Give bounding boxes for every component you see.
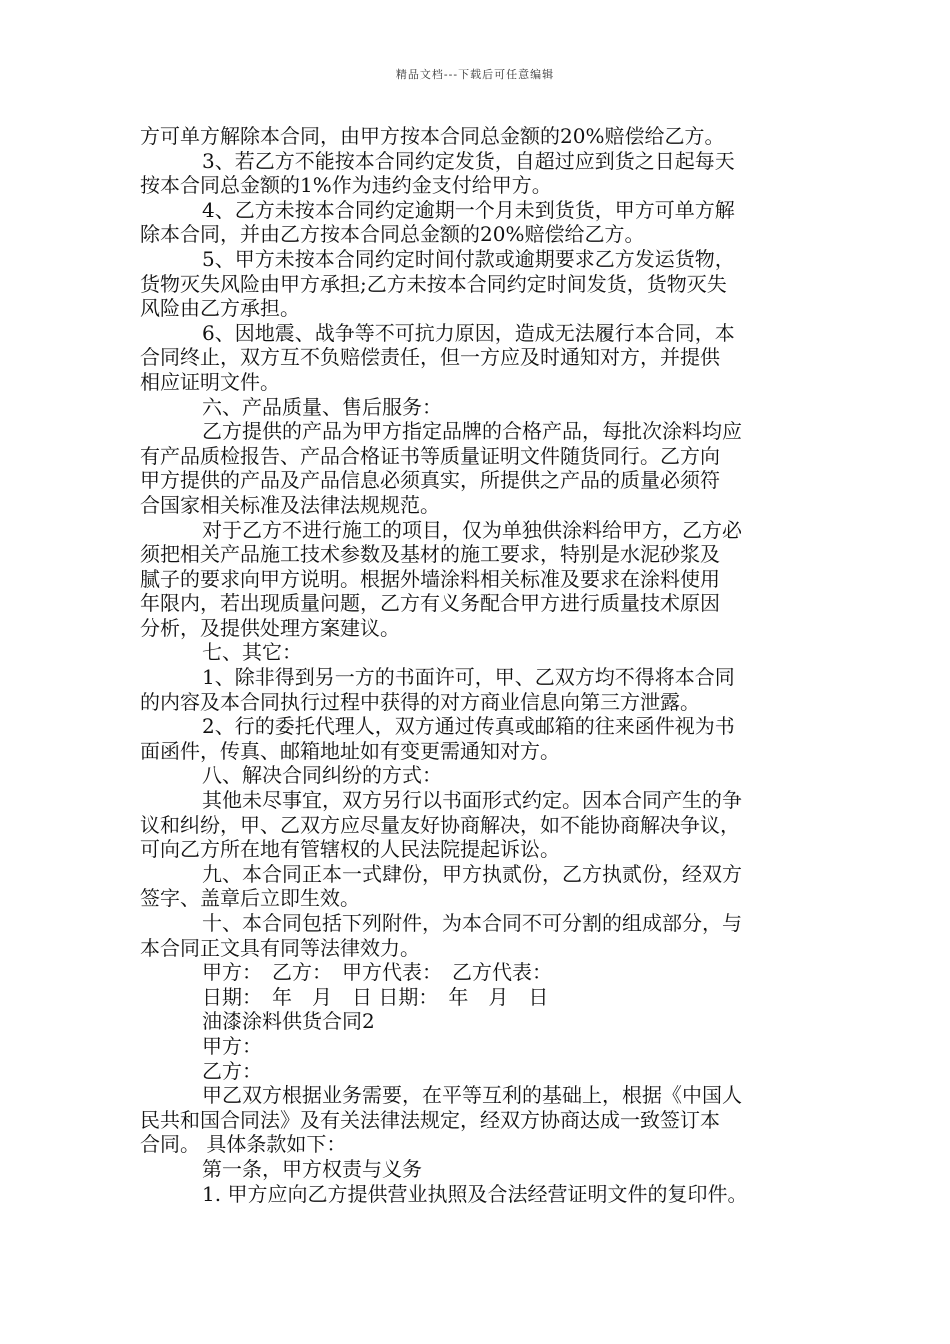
document-line: 合同。 具体条款如下： — [140, 1132, 347, 1157]
document-line: 其他未尽事宜，双方另行以书面形式约定。因本合同产生的争 — [202, 788, 742, 813]
document-line: 合同终止，双方互不负赔偿责任，但一方应及时通知对方，并提供 — [140, 345, 720, 370]
document-line: 有产品质检报告、产品合格证书等质量证明文件随货同行。乙方向 — [140, 443, 720, 468]
document-line: 分析，及提供处理方案建议。 — [140, 615, 400, 640]
document-line: 第一条，甲方权责与义务 — [202, 1156, 422, 1181]
document-line: 甲方： — [202, 1033, 262, 1058]
document-line: 议和纠纷，甲、乙双方应尽量友好协商解决，如不能协商解决争议， — [140, 812, 740, 837]
document-line: 甲方： 乙方： 甲方代表： 乙方代表： — [202, 960, 552, 985]
document-line: 的内容及本合同执行过程中获得的对方商业信息向第三方泄露。 — [140, 689, 700, 714]
document-line: 九、本合同正本一式肆份，甲方执贰份，乙方执贰份，经双方 — [202, 861, 742, 886]
document-line: 面函件，传真、邮箱地址如有变更需通知对方。 — [140, 738, 560, 763]
document-line: 除本合同，并由乙方按本合同总金额的20%赔偿给乙方。 — [140, 222, 645, 247]
document-line: 民共和国合同法》及有关法律法规定，经双方协商达成一致签订本 — [140, 1107, 720, 1132]
page-header: 精品文档---下载后可任意编辑 — [395, 68, 555, 81]
document-line: 货物灭失风险由甲方承担;乙方未按本合同约定时间发货，货物灭失 — [140, 271, 727, 296]
document-line: 按本合同总金额的1%作为违约金支付给甲方。 — [140, 173, 552, 198]
document-line: 可向乙方所在地有管辖权的人民法院提起诉讼。 — [140, 837, 560, 862]
document-line: 5、甲方未按本合同约定时间付款或逾期要求乙方发运货物， — [202, 246, 735, 271]
document-line: 日期： 年 月 日 日期： 年 月 日 — [202, 984, 549, 1009]
document-line: 对于乙方不进行施工的项目，仅为单独供涂料给甲方，乙方必 — [202, 517, 742, 542]
document-line: 相应证明文件。 — [140, 369, 280, 394]
document-line: 七、其它： — [202, 640, 302, 665]
document-line: 6、因地震、战争等不可抗力原因，造成无法履行本合同，本 — [202, 320, 735, 345]
document-line: 3、若乙方不能按本合同约定发货，自超过应到货之日起每天 — [202, 148, 735, 173]
document-line: 腻子的要求向甲方说明。根据外墙涂料相关标准及要求在涂料使用 — [140, 566, 720, 591]
document-line: 合国家相关标准及法律法规规范。 — [140, 492, 440, 517]
document-line: 1、除非得到另一方的书面许可，甲、乙双方均不得将本合同 — [202, 665, 735, 690]
document-line: 方可单方解除本合同，由甲方按本合同总金额的20%赔偿给乙方。 — [140, 124, 725, 148]
document-line: 签字、盖章后立即生效。 — [140, 886, 360, 911]
document-line: 本合同正文具有同等法律效力。 — [140, 935, 420, 960]
document-line: 甲方提供的产品及产品信息必须真实，所提供之产品的质量必须符 — [140, 468, 720, 493]
document-line: 十、本合同包括下列附件，为本合同不可分割的组成部分，与 — [202, 911, 742, 935]
document-line: 年限内，若出现质量问题，乙方有义务配合甲方进行质量技术原因 — [140, 591, 720, 616]
document-line: 乙方： — [202, 1058, 262, 1083]
document-line: 六、产品质量、售后服务： — [202, 394, 442, 419]
document-body — [140, 124, 812, 1206]
document-line: 1. 甲方应向乙方提供营业执照及合法经营证明文件的复印件。 — [202, 1181, 748, 1206]
document-line: 甲乙双方根据业务需要，在平等互利的基础上，根据《中国人 — [202, 1083, 742, 1108]
document-line: 须把相关产品施工技术参数及基材的施工要求，特别是水泥砂浆及 — [140, 542, 720, 567]
document-line: 2、行的委托代理人，双方通过传真或邮箱的往来函件视为书 — [202, 714, 735, 739]
document-line: 八、解决合同纠纷的方式： — [202, 763, 442, 788]
document-line: 油漆涂料供货合同2 — [202, 1009, 375, 1034]
document-line: 风险由乙方承担。 — [140, 296, 300, 321]
document-line: 4、乙方未按本合同约定逾期一个月未到货货，甲方可单方解 — [202, 197, 735, 222]
document-line: 乙方提供的产品为甲方指定品牌的合格产品，每批次涂料均应 — [202, 419, 742, 444]
